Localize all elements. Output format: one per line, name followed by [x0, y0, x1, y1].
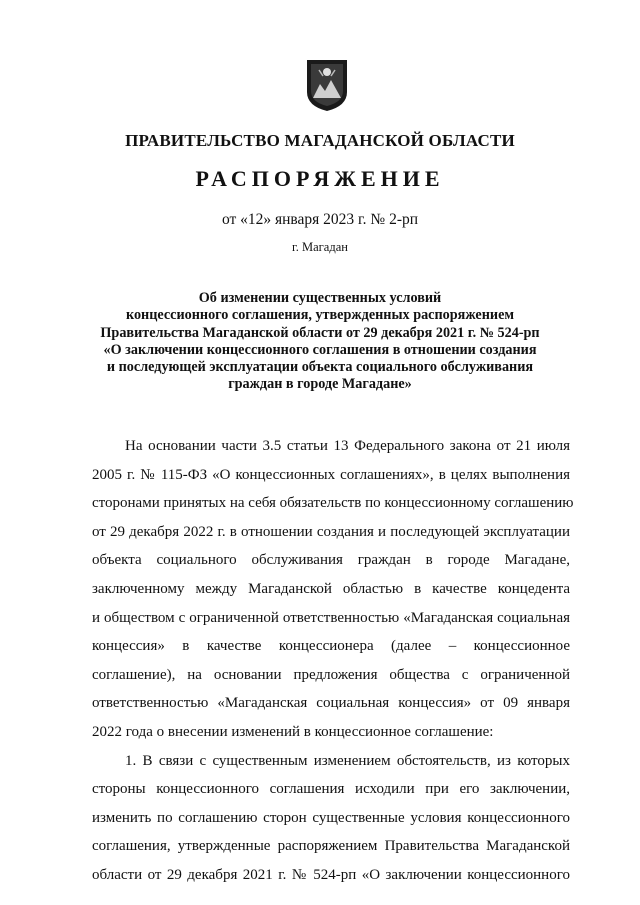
body-line: области от 29 декабря 2021 г. № 524-рп «О заключении концессионного [92, 866, 570, 883]
government-name: ПРАВИТЕЛЬСТВО МАГАДАНСКОЙ ОБЛАСТИ [125, 131, 515, 150]
body-line: На основании части 3.5 статьи 13 Федерального закона от 21 июля [125, 438, 570, 454]
body-line: и обществом с ограниченной ответственностью «Магаданская социальная [92, 609, 570, 626]
title-line: «О заключении концессионного соглашения в отношении создания [103, 341, 537, 358]
title-line: граждан в городе Магадане» [228, 376, 412, 393]
body-line: 1. В связи с существенным изменением обстоятельств, из которых [125, 752, 570, 769]
body-line: ответственностью «Магаданская социальная концессия» от 09 января [92, 695, 570, 712]
body-line: объекта социального обслуживания граждан в городе Магадане, [92, 552, 570, 569]
body-line: заключенному между Магаданской областью в качестве концедента [92, 580, 570, 597]
body-line: концессия» в качестве концессионера (далее – концессионное [92, 638, 570, 655]
title-line: Об изменении существенных условий [198, 290, 442, 306]
document-type: РАСПОРЯЖЕНИЕ [195, 166, 445, 191]
city: г. Магадан [292, 240, 348, 254]
body-line: от 29 декабря 2022 г. в отношении создания и последующей эксплуатации [92, 523, 570, 540]
title-line: концессионного соглашения, утвержденных распоряжением [125, 307, 515, 324]
document-title [60, 290, 580, 394]
body-line: сторонами принятых на себя обязательств по концессионному соглашению [92, 495, 574, 512]
body-line: 2005 г. № 115-ФЗ «О концессионных соглашениях», в целях выполнения [92, 466, 570, 483]
body-line: стороны концессионного соглашения исходили при его заключении, [92, 781, 570, 798]
coat-of-arms-icon [305, 58, 349, 112]
body-line: соглашения, утвержденные распоряжением Правительства Магаданской [92, 838, 570, 855]
date-and-number: от «12» января 2023 г. № 2-рп [221, 211, 419, 228]
body-line: изменить по соглашению сторон существенные условия концессионного [92, 809, 570, 826]
body-text [92, 432, 574, 890]
body-line: 2022 года о внесении изменений в концессионное соглашение: [92, 723, 494, 740]
title-line: и последующей эксплуатации объекта социального обслуживания [106, 359, 534, 376]
title-line: Правительства Магаданской области от 29 декабря 2021 г. № 524-рп [100, 324, 540, 341]
body-line: соглашение), на основании предложения общества с ограниченной [92, 666, 570, 683]
